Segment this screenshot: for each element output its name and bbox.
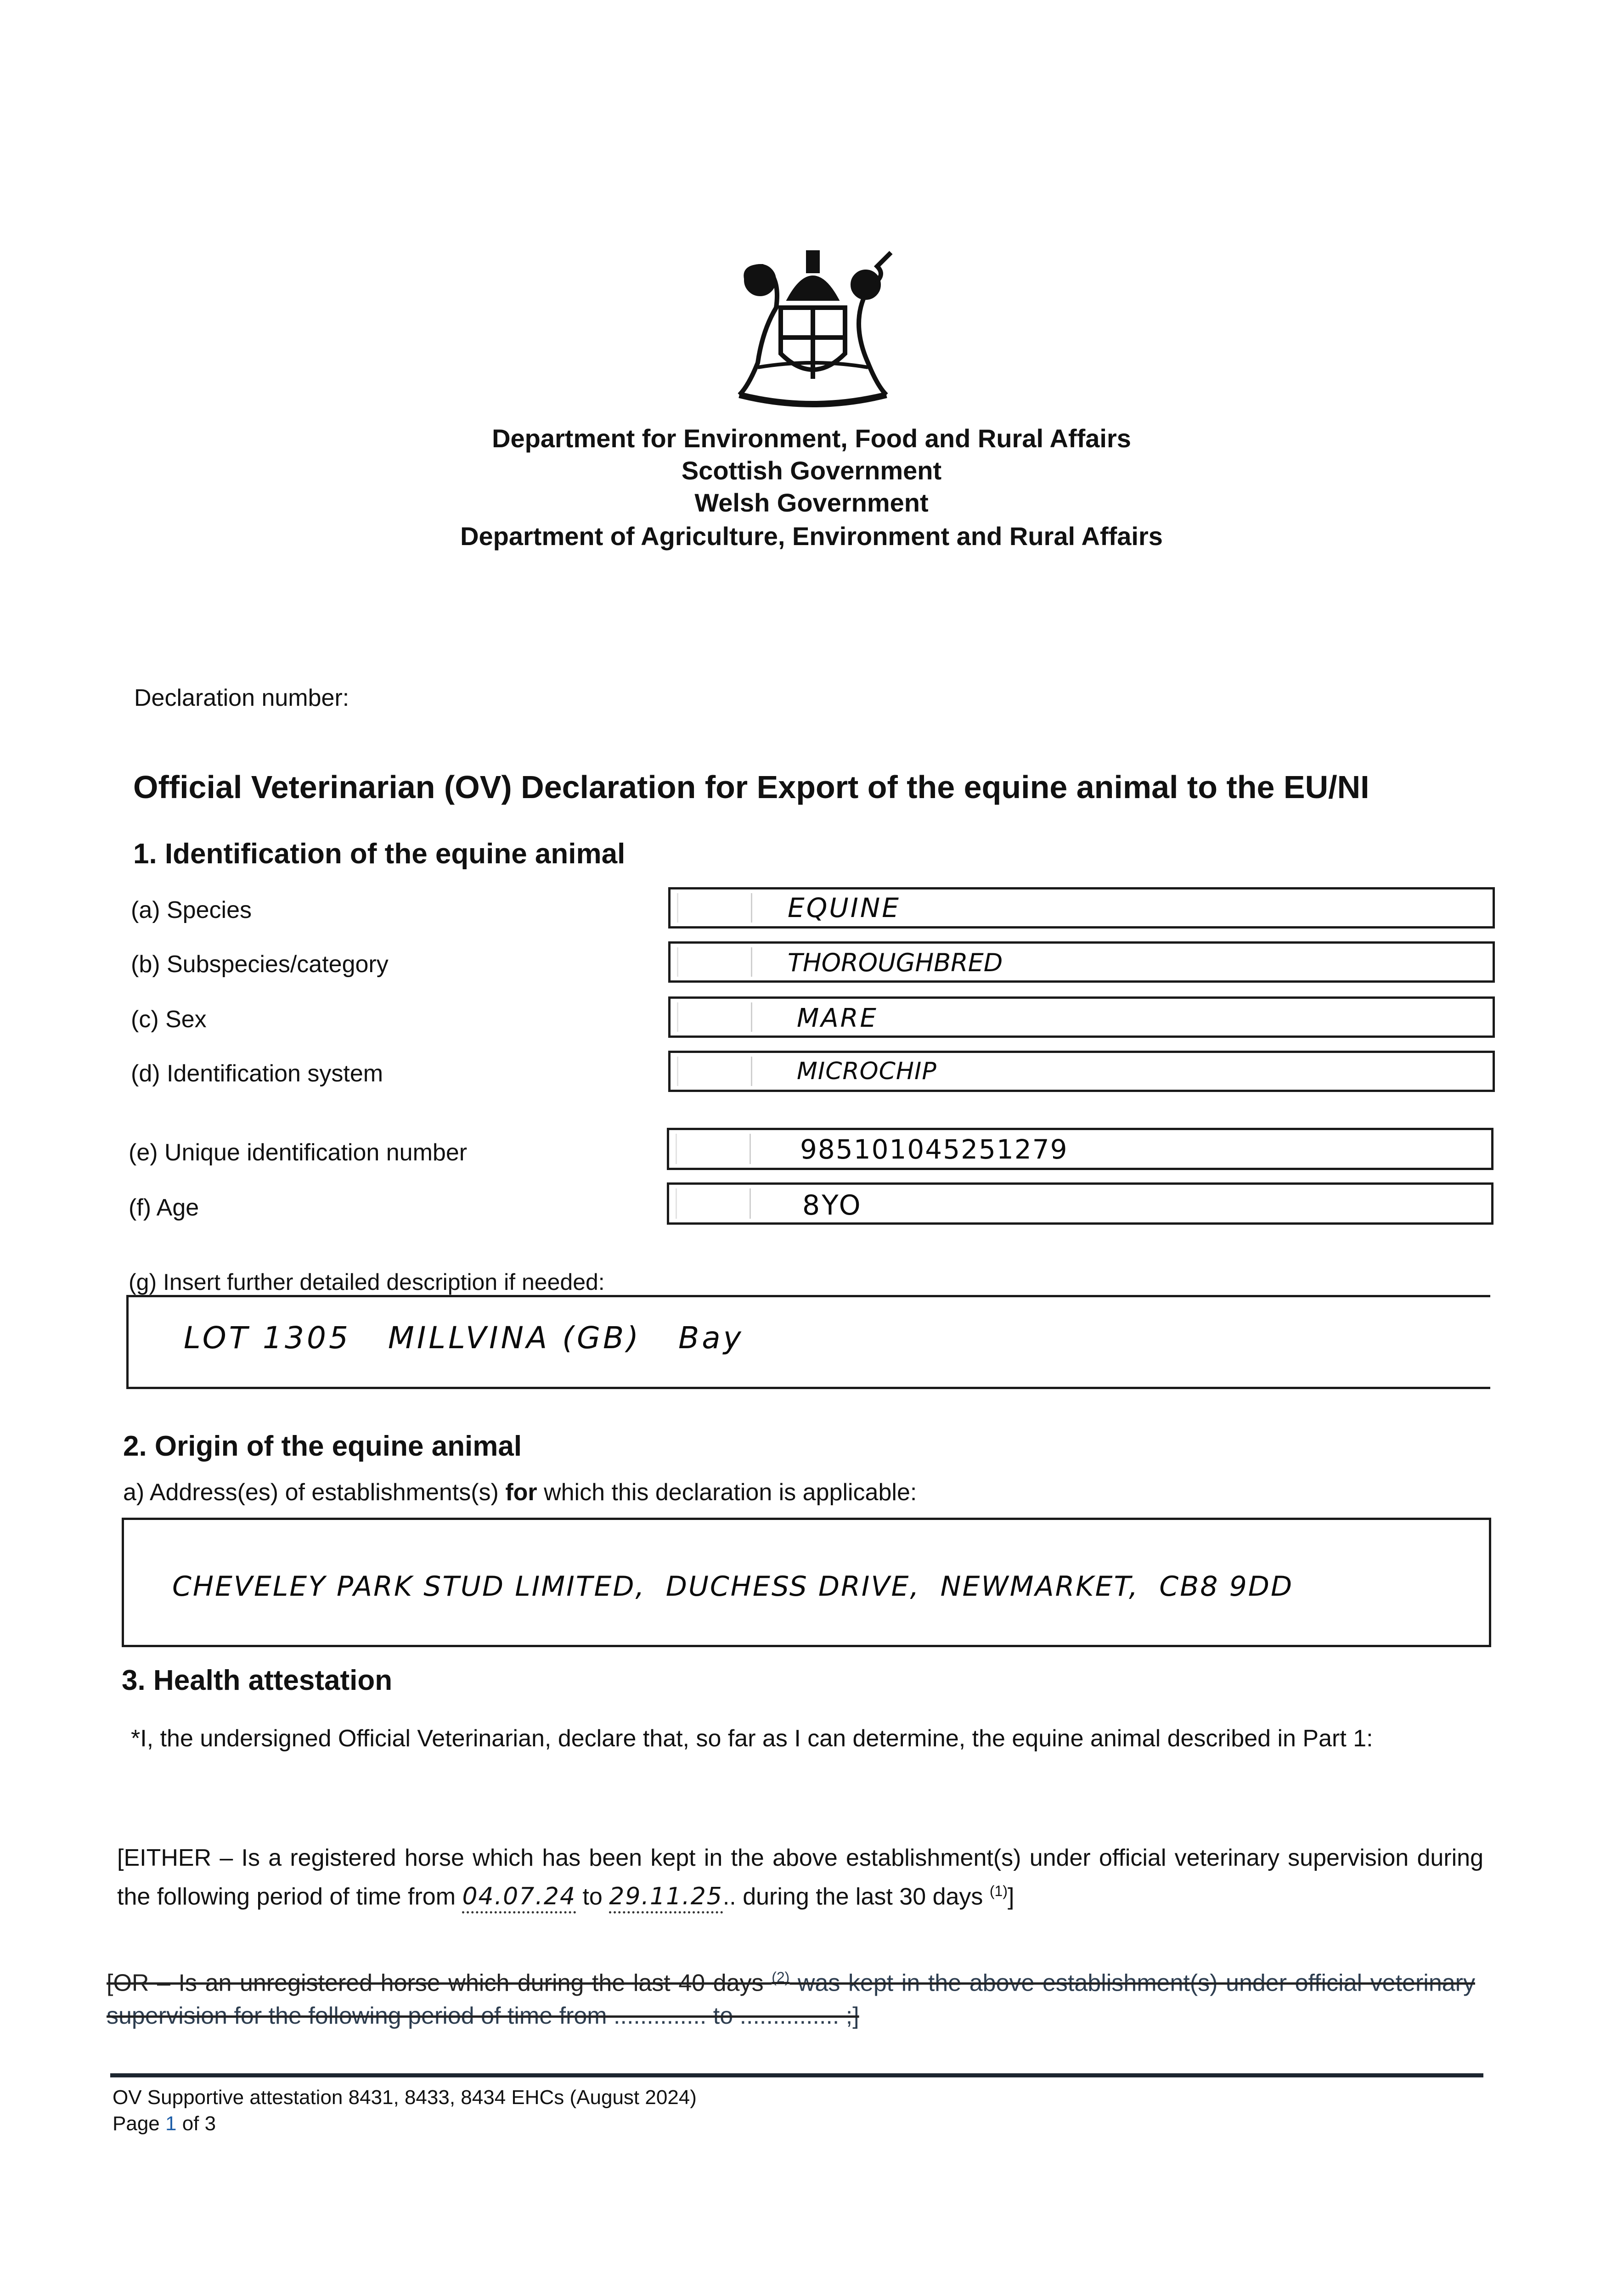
footnote-ref: (2) [772, 1969, 790, 1986]
subspecies-value: THOROUGHBRED [788, 948, 1003, 977]
address-field[interactable] [122, 1518, 1491, 1647]
footer-reference: OV Supportive attestation 8431, 8433, 8434 EHCs (August 2024) [113, 2086, 697, 2109]
from-date-field[interactable]: 04.07.24 [462, 1883, 576, 1913]
either-clause [117, 1841, 1483, 1913]
address-label-bold: for [505, 1479, 537, 1506]
org-welsh-government: Welsh Government [694, 488, 929, 517]
org-defra: Department for Environment, Food and Rural Affairs [492, 424, 1131, 453]
either-text: .. during the last 30 days [722, 1883, 990, 1910]
address-label-text: which this declaration is applicable: [537, 1479, 917, 1506]
sex-value: MARE [797, 1003, 878, 1033]
section2-heading: 2. Origin of the equine animal [123, 1430, 522, 1462]
identification-system-value: MICROCHIP [797, 1058, 937, 1085]
field-divider [677, 947, 678, 977]
field-divider [751, 1057, 752, 1086]
field-divider [750, 1188, 751, 1219]
age-value: 8YO [802, 1189, 862, 1221]
further-description-value: LOT 1305 MILLVINA (GB) Bay [184, 1320, 744, 1356]
identification-system-field[interactable] [668, 1051, 1495, 1092]
or-clause-struck [107, 1961, 1475, 2032]
species-value: EQUINE [788, 892, 901, 923]
either-text: ] [1007, 1883, 1014, 1910]
either-text: [EITHER – Is a registered horse which has been kept in the above establishment(s) under official veterinary supervision during the following period of time from [117, 1845, 1483, 1910]
unique-id-value: 985101045251279 [800, 1134, 1068, 1165]
age-label: (f) Age [129, 1194, 199, 1221]
species-label: (a) Species [131, 897, 252, 923]
or-text: was kept in the above establishment(s) under official veterinary supervision for the following period of time from .............. to ............... ;] [107, 1970, 1475, 2030]
field-divider [751, 1002, 752, 1032]
or-text: [OR – Is an unregistered horse which during the last 40 days [107, 1970, 772, 1997]
subspecies-field[interactable] [668, 941, 1495, 983]
declaration-number-field[interactable] [395, 683, 762, 713]
field-divider [750, 1134, 751, 1164]
page-total: 3 [204, 2112, 216, 2135]
address-label [123, 1478, 917, 1507]
section1-heading: 1. Identification of the equine animal [133, 838, 626, 870]
declaration-number-label: Declaration number: [134, 685, 349, 711]
address-value: CHEVELEY PARK STUD LIMITED, DUCHESS DRIVE, NEWMARKET, CB8 9DD [172, 1570, 1294, 1603]
field-divider [676, 1188, 677, 1219]
species-field[interactable] [668, 887, 1495, 929]
age-field[interactable] [667, 1182, 1493, 1225]
royal-coat-of-arms-icon [721, 248, 905, 413]
page-prefix: Page [113, 2112, 165, 2135]
health-attestation-intro: *I, the undersigned Official Veterinarian, declare that, so far as I can determine, the equine animal described in Part 1: [131, 1725, 1373, 1752]
footnote-ref: (1) [989, 1883, 1008, 1899]
sex-field[interactable] [668, 996, 1495, 1038]
unique-id-label: (e) Unique identification number [129, 1139, 468, 1166]
page-title: Official Veterinarian (OV) Declaration for Export of the equine animal to the EU/NI [133, 769, 1369, 805]
to-date-field[interactable]: 29.11.25 [609, 1883, 723, 1913]
field-divider [677, 1057, 678, 1086]
sex-label: (c) Sex [131, 1006, 207, 1033]
further-description-field[interactable] [126, 1295, 1490, 1389]
page-indicator [113, 2111, 216, 2137]
either-text: to [576, 1883, 609, 1910]
field-divider [676, 1134, 677, 1164]
org-scottish-government: Scottish Government [681, 456, 942, 485]
page-sep: of [176, 2112, 205, 2135]
field-divider [751, 947, 752, 977]
address-label-text: a) Address(es) of establishments(s) [123, 1479, 506, 1506]
field-divider [677, 893, 678, 923]
subspecies-label: (b) Subspecies/category [131, 951, 389, 978]
field-divider [751, 893, 752, 923]
org-daera: Department of Agriculture, Environment and Rural Affairs [460, 522, 1163, 551]
page-current: 1 [165, 2112, 177, 2135]
further-description-label: (g) Insert further detailed description if needed: [129, 1269, 605, 1295]
section3-heading: 3. Health attestation [122, 1665, 393, 1696]
field-divider [677, 1002, 678, 1032]
identification-system-label: (d) Identification system [131, 1060, 383, 1087]
footer-divider [110, 2073, 1483, 2077]
unique-id-field[interactable] [667, 1128, 1493, 1170]
